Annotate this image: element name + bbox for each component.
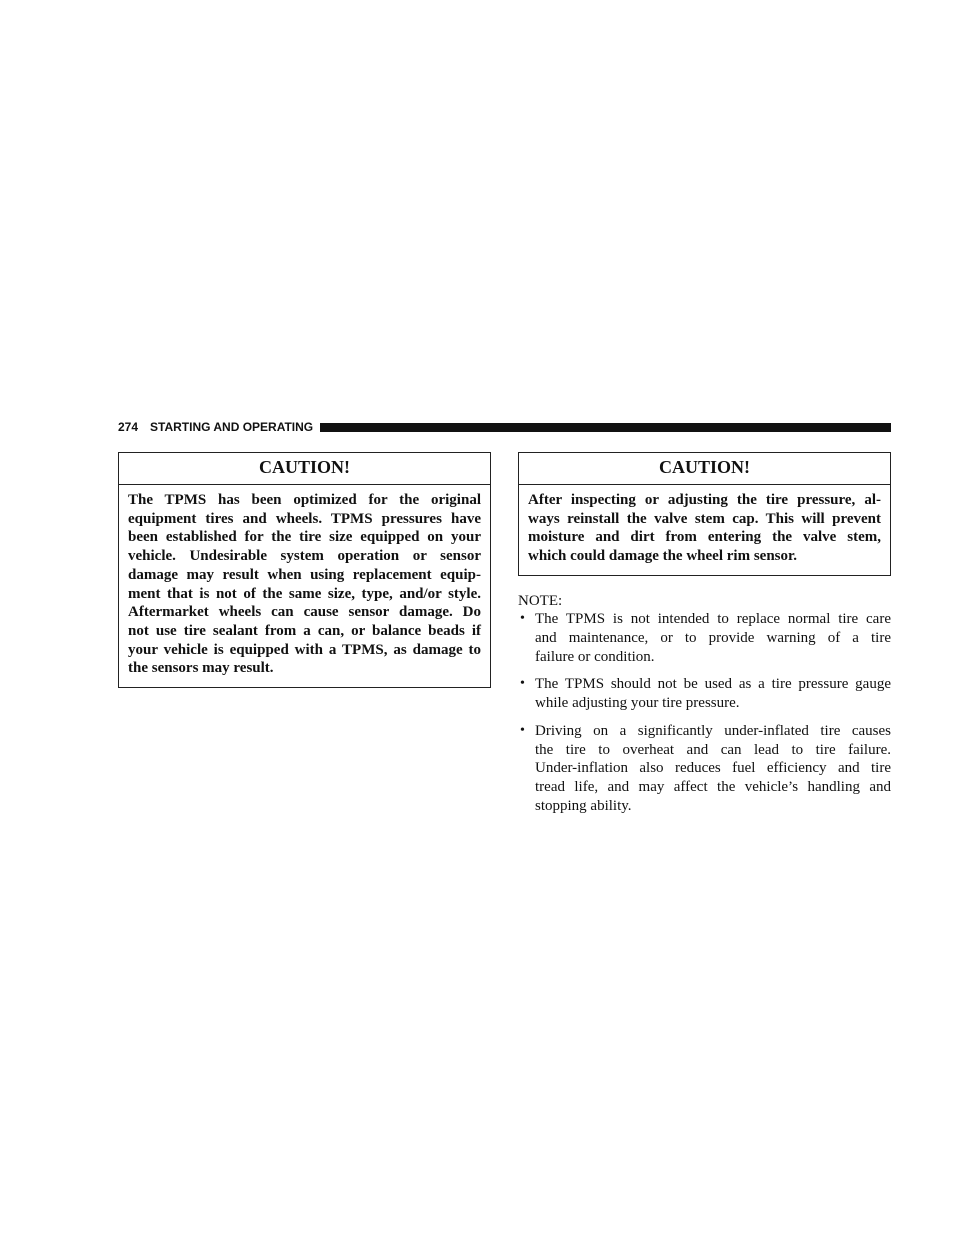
caution-line: The TPMS has been optimized for the original	[128, 492, 481, 508]
caution-line: After inspecting or adjusting the tire pressure, al-	[528, 492, 881, 508]
running-header	[118, 420, 891, 434]
bullet-text-line: the tire to overheat and can lead to tire failure.	[535, 741, 891, 758]
bullet-text-line: The TPMS should not be used as a tire pressure gauge	[535, 676, 891, 693]
caution-title: CAUTION!	[119, 453, 490, 485]
page-number: 274	[118, 420, 139, 434]
note-section	[518, 592, 891, 816]
caution-body	[119, 485, 490, 687]
caution-line: Aftermarket wheels can cause sensor damage. Do	[128, 604, 481, 621]
caution-line: damage may result when using replacement equip-	[128, 566, 481, 583]
note-bullet	[518, 675, 891, 712]
note-label: NOTE:	[518, 592, 563, 609]
bullet-text	[535, 722, 891, 816]
note-bullet	[518, 722, 891, 816]
bullet-text-line: The TPMS is not intended to replace normal tire care	[535, 611, 891, 628]
section-title: STARTING AND OPERATING	[150, 420, 314, 434]
header-rule-bar	[320, 423, 891, 432]
caution-line: vehicle. Undesirable system operation or sensor	[128, 548, 481, 565]
bullet-marker: •	[520, 676, 525, 692]
caution-body	[519, 485, 890, 575]
caution-line: equipment tires and wheels. TPMS pressures have	[128, 510, 481, 527]
bullet-text	[535, 610, 891, 666]
bullet-text	[535, 675, 891, 712]
caution-line: been established for the tire size equipped on your	[128, 529, 481, 546]
caution-line: not use tire sealant from a can, or balance beads if	[128, 622, 481, 639]
bullet-text-line: failure or condition.	[535, 648, 655, 665]
bullet-text-line: tread life, and may affect the vehicle’s handling and	[535, 778, 891, 795]
bullet-text-line: and maintenance, or to provide warning of a tire	[535, 630, 891, 647]
caution-line: ment that is not of the same size, type, and/or style.	[128, 585, 481, 602]
note-bullet	[518, 610, 891, 666]
bullet-text-line: Driving on a significantly under-inflated tire causes	[535, 722, 891, 739]
caution-line: ways reinstall the valve stem cap. This will prevent	[528, 510, 881, 527]
caution-line: the sensors may result.	[128, 660, 274, 677]
bullet-marker: •	[520, 611, 525, 627]
caution-title: CAUTION!	[519, 453, 890, 485]
bullet-text-line: stopping ability.	[535, 797, 632, 814]
caution-line: which could damage the wheel rim sensor.	[528, 548, 798, 565]
caution-line: your vehicle is equipped with a TPMS, as damage to	[128, 641, 481, 658]
caution-line: moisture and dirt from entering the valve stem,	[528, 529, 881, 546]
bullet-marker: •	[520, 722, 525, 738]
bullet-text-line: while adjusting your tire pressure.	[535, 695, 740, 712]
bullet-text-line: Under-inflation also reduces fuel efficiency and tire	[535, 760, 891, 777]
caution-box-valve-stem-cap	[518, 452, 891, 576]
caution-box-tpms-optimized	[118, 452, 491, 688]
